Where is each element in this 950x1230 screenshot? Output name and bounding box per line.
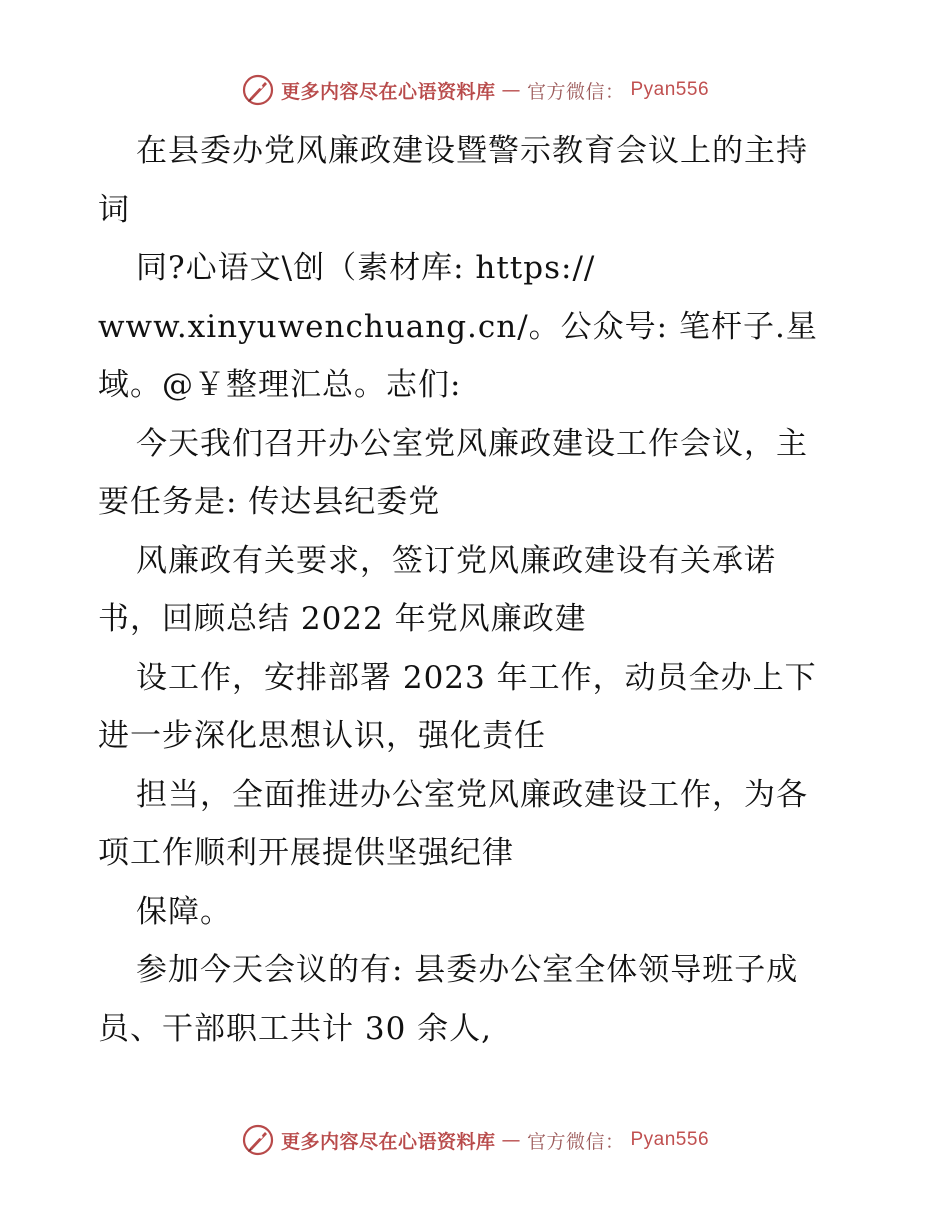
doc-line: 今天我们召开办公室党风廉政建设工作会议，主 [136, 425, 808, 462]
doc-title-line-1: 在县委办党风廉政建设暨警示教育会议上的主持 [136, 133, 808, 169]
banner-separator: — [501, 1129, 521, 1151]
doc-line: 要任务是: 传达县纪委党 [98, 484, 441, 520]
doc-line: 域。@￥整理汇总。志们: [98, 367, 462, 403]
footer-banner [0, 1120, 950, 1160]
banner-separator: — [501, 79, 521, 101]
banner-brand-text: 更多内容尽在心语资料库 [280, 80, 496, 103]
quill-pen-logo-icon [241, 1123, 275, 1157]
doc-line: 担当，全面推进办公室党风廉政建设工作，为各 [136, 776, 808, 813]
doc-line: 参加今天会议的有: 县委办公室全体领导班子成 [136, 952, 799, 988]
doc-line: 风廉政有关要求，签订党风廉政建设有关承诺 [136, 542, 776, 579]
doc-line: 进一步深化思想认识，强化责任 [98, 718, 546, 754]
banner-official-label: 官方微信： [526, 80, 625, 103]
header-banner [0, 70, 950, 110]
banner-brand-text: 更多内容尽在心语资料库 [280, 1130, 496, 1153]
doc-line: 同?心语文\创（素材库: https:// [136, 250, 596, 286]
doc-line: 项工作顺利开展提供坚强纪律 [98, 835, 514, 871]
doc-title-line-2: 词 [98, 191, 130, 228]
banner-wechat-id: Pyan556 [630, 1129, 710, 1150]
doc-line: 书，回顾总结 2022 年党风廉政建 [98, 601, 587, 637]
doc-line: 员、干部职工共计 30 余人, [98, 1010, 493, 1047]
quill-pen-logo-icon [241, 73, 275, 107]
banner-official-label: 官方微信： [526, 1130, 625, 1153]
doc-line: 保障。 [136, 893, 232, 930]
banner-wechat-id: Pyan556 [630, 79, 710, 100]
document-body [98, 122, 858, 1058]
doc-line: 设工作，安排部署 2023 年工作，动员全办上下 [136, 659, 817, 696]
doc-line: www.xinyuwenchuang.cn/。公众号: 笔杆子.星 [98, 308, 818, 345]
